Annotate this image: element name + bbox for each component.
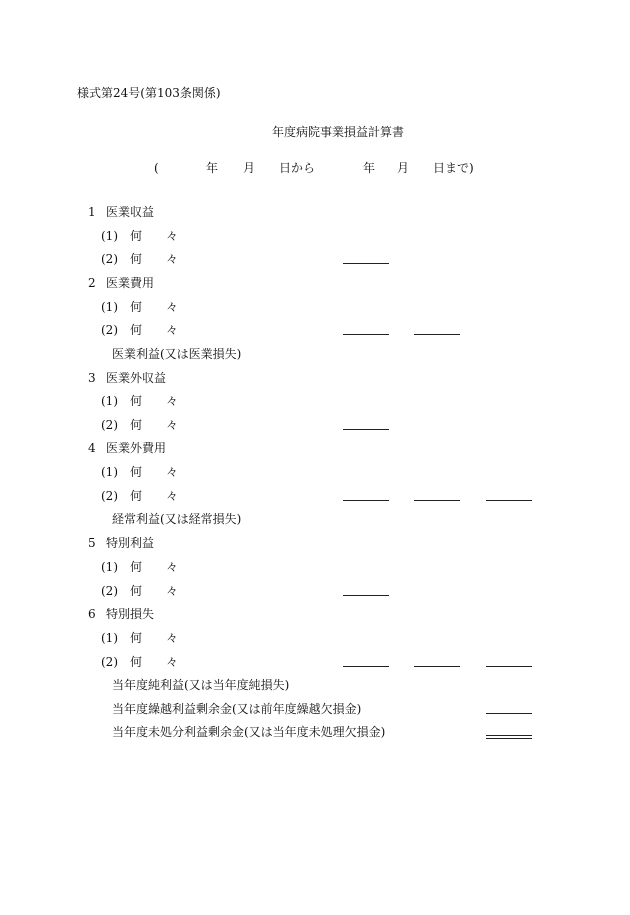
item-number: (2) (101, 323, 118, 337)
item-name: 何 (130, 300, 143, 314)
section-number: 3 (88, 371, 96, 385)
item-name: 何 (130, 584, 143, 598)
amount-underline (343, 429, 389, 430)
item-mark: 々 (166, 631, 179, 645)
item-mark: 々 (166, 465, 179, 479)
item-number: (2) (101, 584, 118, 598)
item-name: 何 (130, 394, 143, 408)
item-name: 何 (130, 229, 143, 243)
section-number: 5 (88, 536, 96, 550)
item-name: 何 (130, 323, 143, 337)
period-open-paren: ( (154, 161, 159, 175)
item-number: (2) (101, 252, 118, 266)
item-number: (2) (101, 655, 118, 669)
amount-underline (486, 500, 532, 501)
item-number: (1) (101, 631, 118, 645)
ordinary-profit-label: 経常利益(又は経常損失) (112, 512, 242, 526)
amount-underline (343, 666, 389, 667)
item-mark: 々 (166, 584, 179, 598)
section-title: 医業外収益 (106, 371, 167, 385)
period-month-2: 月 (397, 161, 410, 175)
amount-underline (486, 666, 532, 667)
medical-profit-label: 医業利益(又は医業損失) (112, 347, 242, 361)
amount-underline (343, 500, 389, 501)
item-number: (2) (101, 418, 118, 432)
period-day-from: 日から (279, 161, 316, 175)
period-day-to: 日まで) (433, 161, 474, 175)
item-mark: 々 (166, 229, 179, 243)
item-name: 何 (130, 418, 143, 432)
amount-underline (343, 334, 389, 335)
section-title: 特別損失 (106, 607, 155, 621)
section-title: 特別利益 (106, 536, 155, 550)
net-profit-label: 当年度純利益(又は当年度純損失) (112, 678, 290, 692)
document-title: 年度病院事業損益計算書 (272, 125, 405, 139)
item-name: 何 (130, 655, 143, 669)
section-number: 6 (88, 607, 96, 621)
item-mark: 々 (166, 394, 179, 408)
item-number: (2) (101, 489, 118, 503)
period-year-1: 年 (206, 161, 219, 175)
amount-underline (414, 666, 460, 667)
section-title: 医業外費用 (106, 441, 167, 455)
period-month-1: 月 (243, 161, 256, 175)
item-mark: 々 (166, 252, 179, 266)
amount-underline (343, 595, 389, 596)
form-label: 様式第24号(第103条関係) (77, 86, 221, 100)
total-double-underline (486, 735, 532, 739)
item-name: 何 (130, 631, 143, 645)
section-number: 4 (88, 441, 96, 455)
amount-underline (343, 263, 389, 264)
carried-forward-label: 当年度繰越利益剰余金(又は前年度繰越欠損金) (112, 702, 362, 716)
item-mark: 々 (166, 560, 179, 574)
item-mark: 々 (166, 300, 179, 314)
section-title: 医業収益 (106, 205, 155, 219)
item-number: (1) (101, 300, 118, 314)
unappropriated-label: 当年度未処分利益剰余金(又は当年度未処理欠損金) (112, 725, 386, 739)
item-mark: 々 (166, 489, 179, 503)
section-number: 2 (88, 276, 96, 290)
amount-underline (486, 713, 532, 714)
item-name: 何 (130, 252, 143, 266)
period-year-2: 年 (363, 161, 376, 175)
item-name: 何 (130, 560, 143, 574)
item-mark: 々 (166, 323, 179, 337)
item-number: (1) (101, 229, 118, 243)
section-title: 医業費用 (106, 276, 155, 290)
amount-underline (414, 334, 460, 335)
item-number: (1) (101, 394, 118, 408)
section-number: 1 (88, 205, 96, 219)
item-number: (1) (101, 465, 118, 479)
item-name: 何 (130, 465, 143, 479)
amount-underline (414, 500, 460, 501)
item-number: (1) (101, 560, 118, 574)
item-name: 何 (130, 489, 143, 503)
item-mark: 々 (166, 655, 179, 669)
item-mark: 々 (166, 418, 179, 432)
